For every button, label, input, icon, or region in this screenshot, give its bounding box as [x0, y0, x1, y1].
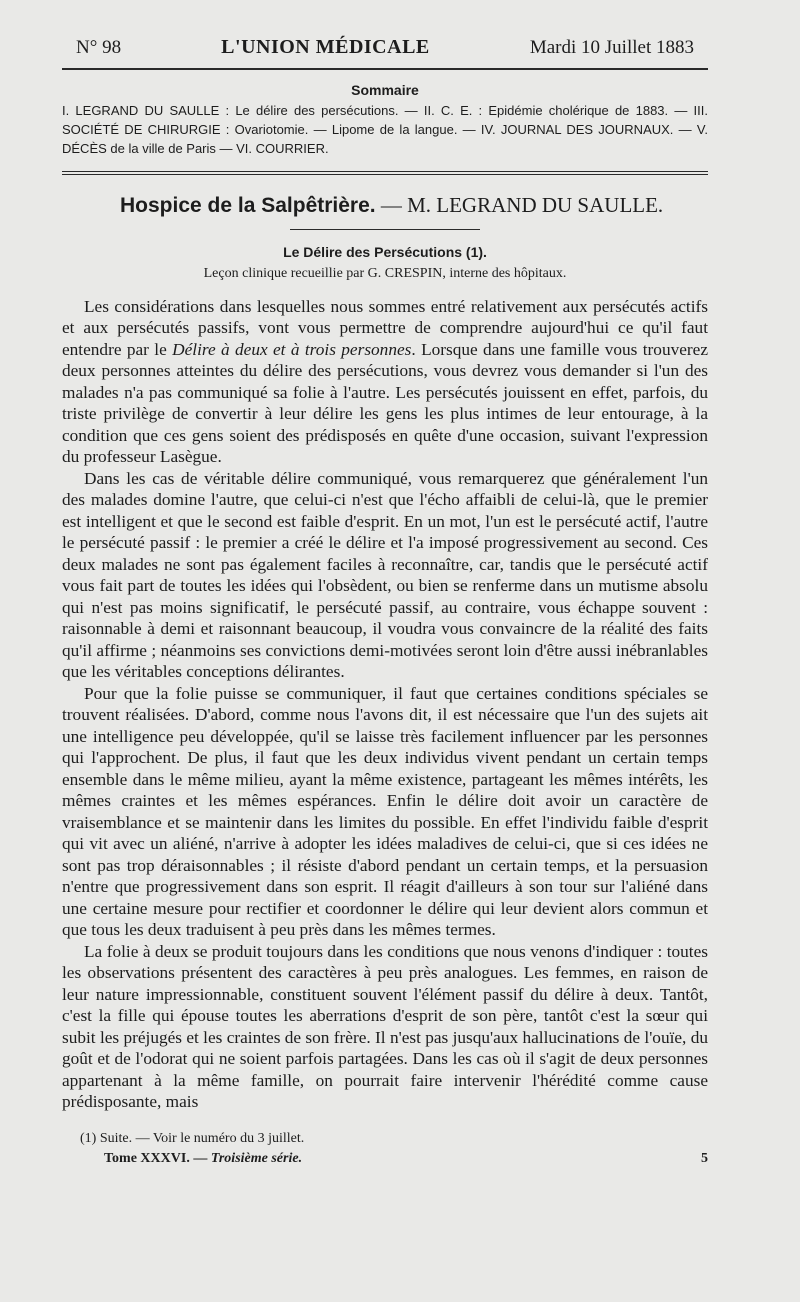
sommaire-rule [62, 171, 708, 175]
journal-title: L'UNION MÉDICALE [221, 36, 430, 58]
article-subtitle: Leçon clinique recueillie par G. CRESPIN, interne des hôpitaux. [203, 265, 567, 281]
paragraph: Pour que la folie puisse se communiquer, il faut que certaines conditions spéciales se trouvent réalisées. D'abord, comme nous l'avons dit, il est nécessaire que l'un des sujets ait une intelligence peu développée, qu'il se laisse très facilement influencer par les personnes qui l'approchent. De plus, il faut que les deux individus vivent pendant un certain temps ensemble dans le même milieu, ayant la même existence, partageant les mêmes intérêts, les mêmes craintes et les mêmes espérances. Enfin le délire doit avoir un caractère de vraisemblance et se maintenir dans les limites du possible. En effet l'individu faible d'esprit qui vit avec un aliéné, n'arrive à adopter les idées maladives de celui-ci, que si ces idées ne sont pas trop déraisonnables ; il résiste d'abord pendant un certain temps, et la persuasion n'entre que progressivement dans son esprit. Il réagit d'ailleurs à son tour sur l'aliéné dans une certaine mesure pour rectifier et coordonner le délire qui leur devient alors commun et que tous les deux traduisent à peu près dans les mêmes termes. [62, 683, 708, 940]
volume-label: Tome XXXVI. — [104, 1150, 208, 1166]
footnote: (1) Suite. — Voir le numéro du 3 juillet. [80, 1130, 305, 1146]
page-number: 5 [701, 1150, 708, 1166]
sommaire-title: Sommaire [351, 82, 419, 98]
paragraph: Les considérations dans lesquelles nous sommes entré relativement aux persécutés actifs et aux persécutés passifs, vont vous permettre de comprendre aujourd'hui ce qu'il faut entendre par le Délire à deux et à trois personnes. Lorsque dans une famille vous trouverez deux personnes atteintes du délire des persécutions, vous devrez vous demander si l'un des malades n'a pas communiqué sa folie à l'autre. Les persécutés jouissent en effet, parfois, du triste privilège de convertir à leur délire les gens les plus intimes de leur entourage, à la condition que ces gens soient des prédisposés en quête d'une occasion, suivant l'expression du professeur Lasègue. [62, 296, 708, 467]
article-heading [62, 193, 708, 218]
sommaire-body: I. LEGRAND DU SAULLE : Le délire des persécutions. — II. C. E. : Epidémie cholérique de 1883. — III. SOCIÉTÉ DE CHIRURGIE : Ovariotomie. — Lipome de la langue. — IV. JOURNAL DES JOURNAUX. — V. DÉCÈS de la ville de Paris — VI. COURRIER. [62, 103, 708, 156]
article-body [62, 296, 708, 1113]
issue-number: N° 98 [76, 37, 122, 58]
page-header [62, 36, 708, 59]
sommaire [62, 80, 708, 159]
paragraph: La folie à deux se produit toujours dans les conditions que nous venons d'indiquer : toutes les observations présentent des caractères à peu près analogues. Les femmes, en raison de leur nature impressionnable, constituent souvent l'élément passif du délire à deux. Tantôt, c'est la fille qui épouse toutes les aberrations d'esprit de son père, tantôt c'est la sœur qui subit les préjugés et les craintes de son frère. Il n'est pas jusqu'aux hallucinations de l'ouïe, du goût et de l'odorat qui ne soient parfois partagées. Dans les cas où il s'agit de deux personnes appartenant à la même famille, on pourrait faire intervenir l'hérédité comme cause prédisposante, mais [62, 941, 708, 1112]
header-rule [62, 68, 708, 70]
volume-info [104, 1151, 302, 1167]
page-footer [62, 1151, 708, 1167]
article-author: — M. LEGRAND DU SAULLE. [380, 192, 664, 217]
article-title: Le Délire des Persécutions (1). [283, 243, 487, 260]
italic-term: Délire à deux et à trois personnes [172, 339, 412, 359]
series-label: Troisième série. [210, 1150, 303, 1166]
issue-date: Mardi 10 Juillet 1883 [529, 37, 694, 58]
heading-rule [290, 229, 480, 230]
article-place: Hospice de la Salpêtrière. [120, 193, 376, 217]
paragraph: Dans les cas de véritable délire communiqué, vous remarquerez que généralement l'un des malades domine l'autre, que celui-ci n'est que l'écho affaibli de celui-là, que le premier est intelligent et que le second est faible d'esprit. En un mot, l'un est le persécuté actif, l'autre le persécuté passif : le premier a créé le délire et l'a imposé progressivement au second. Ces deux malades ne sont pas également faciles à reconnaître, car, tandis que le persécuté actif vous fait part de toutes les idées qui l'obsèdent, ou bien se renferme dans un mutisme absolu qui n'est pas moins significatif, le persécuté passif, au contraire, vous échappe souvent : raisonnable à demi et raisonnant beaucoup, il voudra vous convaincre de la réalité des faits qu'il affirme ; néanmoins ses convictions demi-motivées seront loin d'être aussi inébranlables que les véritables conceptions délirantes. [62, 468, 708, 682]
